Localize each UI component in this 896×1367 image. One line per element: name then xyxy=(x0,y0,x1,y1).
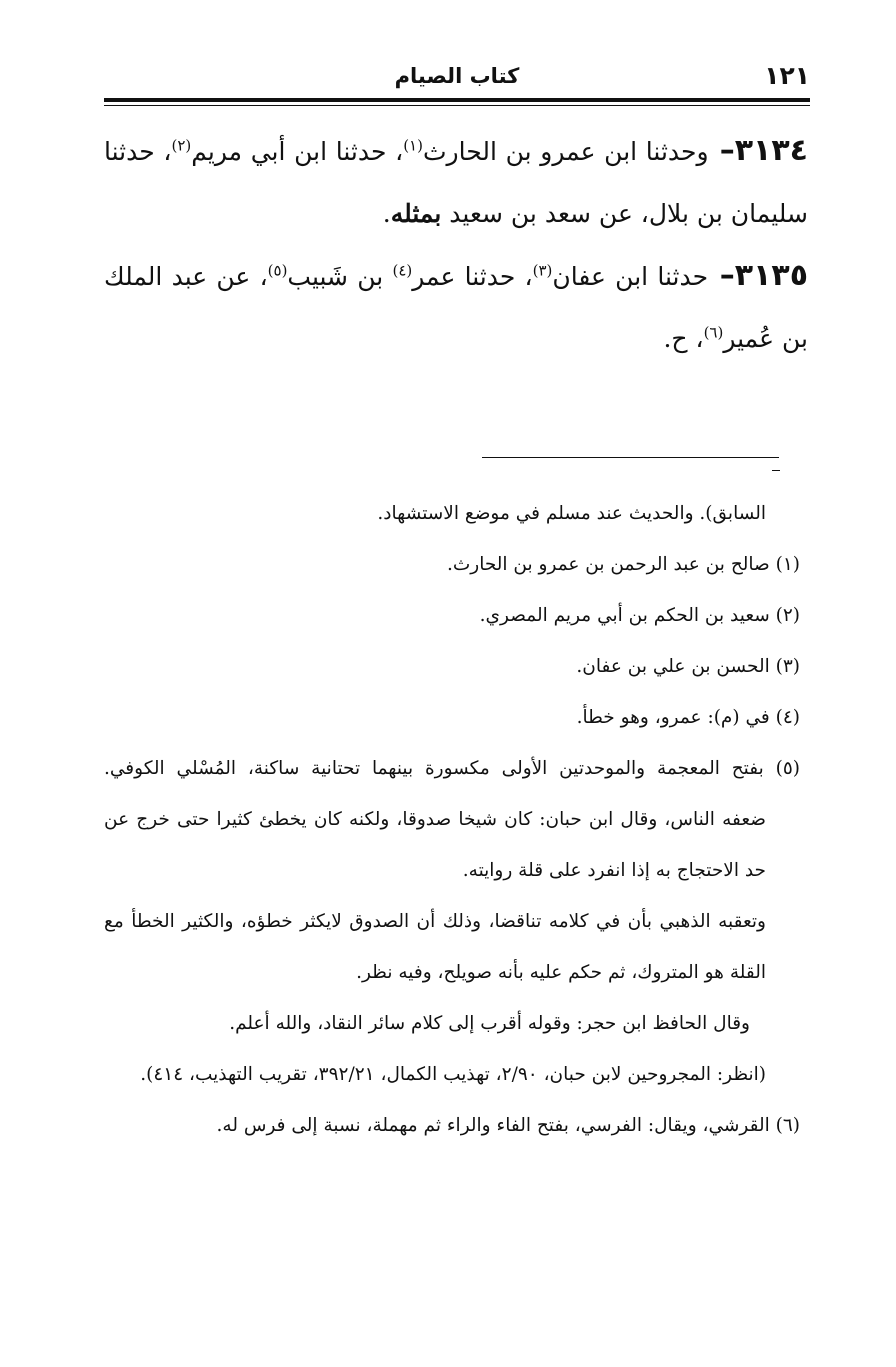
header-rule-thin xyxy=(104,105,810,106)
footnotes xyxy=(104,488,800,1151)
hadith-text: بن شَبيب xyxy=(287,262,393,291)
footnote-3: (٣) الحسن بن علي بن عفان. xyxy=(576,656,800,677)
hadith-number: ٣١٣٤ xyxy=(734,133,808,168)
footnote-5-paragraph: ضعفه الناس، وقال ابن حبان: كان شيخا صدوقا، ولكنه كان يخطئ كثيرا حتى خرج عن حد الاحتجاج به إذا انفرد على قلة روايته. xyxy=(104,809,766,881)
footnote-4: (٤) في (م): عمرو، وهو خطأ. xyxy=(576,707,800,728)
footnote-ref: (٦) xyxy=(703,323,724,342)
footnote-5-paragraph: وقال الحافظ ابن حجر: وقوله أقرب إلى كلام سائر النقاد، والله أعلم. xyxy=(229,1013,750,1034)
hadith-3135 xyxy=(104,245,808,370)
continuation-mark xyxy=(772,470,780,471)
hadith-number: ٣١٣٥ xyxy=(734,258,809,293)
page-number: ١٢١ xyxy=(764,61,810,90)
header-rule-thick xyxy=(104,98,810,102)
hadith-text: حدثنا ابن عفان xyxy=(552,262,709,291)
footnote-6: (٦) القرشي، ويقال: الفرسي، بفتح الفاء والراء ثم مهملة، نسبة إلى فرس له. xyxy=(216,1115,800,1136)
footnote-ref: (٣) xyxy=(532,261,553,280)
hadith-text: وحدثنا ابن عمرو بن الحارث xyxy=(422,137,709,166)
footnote-5-references: (انظر: المجروحين لابن حبان، ٢/٩٠، تهذيب الكمال، ٣٩٢/٢١، تقريب التهذيب، ٤١٤). xyxy=(140,1064,766,1085)
footnote-ref: (١) xyxy=(403,136,423,155)
hadith-text: ، حدثنا سليمان بن بلال، عن سعد بن سعيد xyxy=(104,137,808,228)
footnote-5: (٥) بفتح المعجمة والموحدتين الأولى مكسورة بينهما تحتانية ساكنة، المُسْلي الكوفي. xyxy=(104,758,800,779)
footnote-2: (٢) سعيد بن الحكم بن أبي مريم المصري. xyxy=(479,605,800,626)
hadith-text: ، ح. xyxy=(663,324,704,353)
hadith-text: ، حدثنا عمر xyxy=(412,262,533,291)
hadith-text: ، عن عبد الملك بن عُمير xyxy=(104,262,808,353)
footnote-separator xyxy=(482,457,779,458)
footnote-ref: (٥) xyxy=(267,261,288,280)
hadith-3134 xyxy=(104,120,808,245)
hadith-bold-text: بمثله xyxy=(390,199,442,228)
footnote-continuation: السابق). والحديث عند مسلم في موضع الاستشهاد. xyxy=(377,503,766,524)
main-text xyxy=(104,120,808,370)
page-header xyxy=(104,62,810,100)
footnote-5-paragraph: وتعقبه الذهبي بأن في كلامه تناقضا، وذلك أن الصدوق لايكثر خطؤه، والكثير الخطأ مع القلة هو المتروك، ثم حكم عليه بأنه صويلح، وفيه نظر. xyxy=(104,911,766,983)
hadith-dash: – xyxy=(708,133,735,168)
hadith-text: . xyxy=(382,199,391,228)
book-title: كتاب الصيام xyxy=(394,64,520,88)
footnote-ref: (٢) xyxy=(171,136,192,155)
footnote-ref: (٤) xyxy=(392,261,413,280)
footnote-1: (١) صالح بن عبد الرحمن بن عمرو بن الحارث. xyxy=(446,554,800,575)
hadith-dash: – xyxy=(708,258,735,293)
hadith-text: ، حدثنا ابن أبي مريم xyxy=(191,137,404,166)
